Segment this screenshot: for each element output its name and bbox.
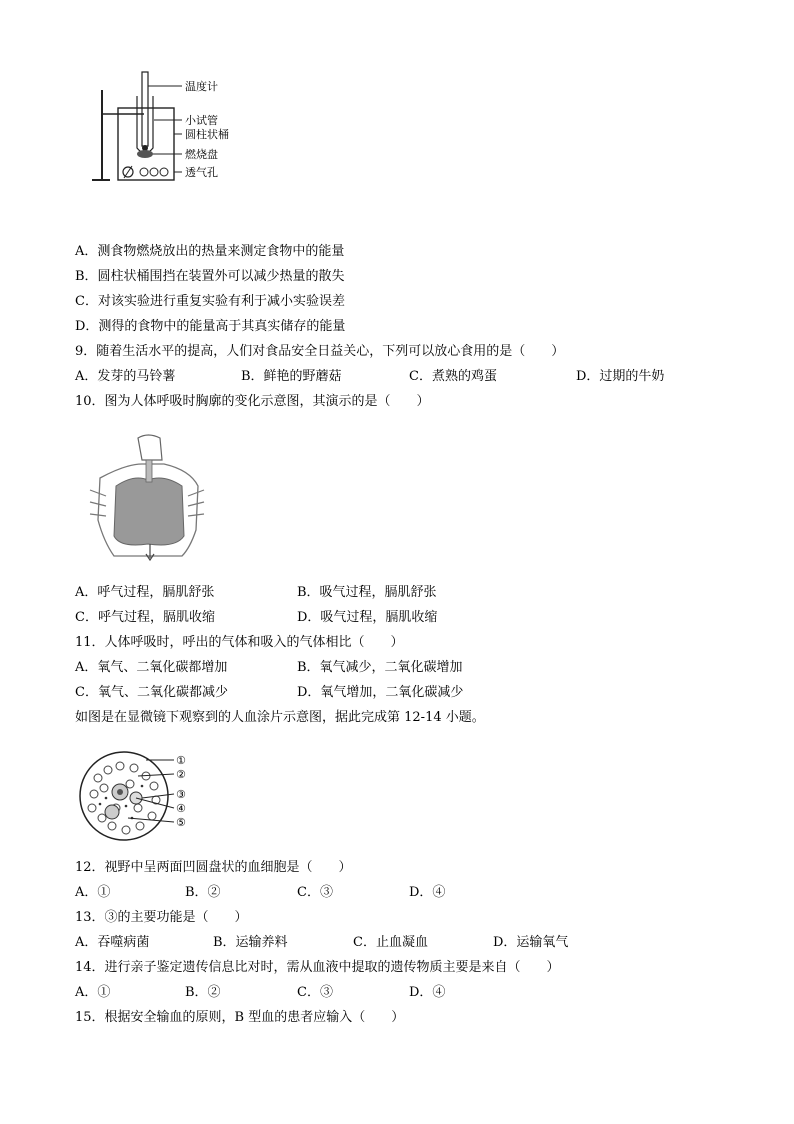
q12-option-d[interactable]: D．④ [409, 885, 446, 900]
q14-option-a[interactable]: A．① [75, 985, 111, 1000]
q9-option-a[interactable]: A．发芽的马铃薯 [75, 369, 176, 384]
q10-option-d[interactable]: D．吸气过程，膈肌收缩 [297, 610, 438, 625]
blood-label-4: ④ [176, 802, 186, 815]
q10-stem: 10．图为人体呼吸时胸廓的变化示意图，其演示的是（ ） [75, 394, 430, 409]
q12-option-a[interactable]: A．① [75, 885, 111, 900]
q10-option-c[interactable]: C．呼气过程，膈肌收缩 [75, 610, 215, 625]
q11-option-c[interactable]: C．氧气、二氧化碳都减少 [75, 685, 228, 700]
thorax-breathing-figure [86, 430, 206, 570]
q12-option-c[interactable]: C．③ [297, 885, 333, 900]
label-small-test-tube: 小试管 [185, 114, 218, 127]
label-cylinder-bucket: 圆柱状桶 [185, 128, 229, 141]
q14-option-c[interactable]: C．③ [297, 985, 333, 1000]
q11-option-b[interactable]: B．氧气减少，二氧化碳增加 [297, 660, 463, 675]
q10-option-b[interactable]: B．吸气过程，膈肌舒张 [297, 585, 437, 600]
label-thermometer: 温度计 [185, 80, 218, 93]
q13-option-d[interactable]: D．运输氧气 [493, 935, 569, 950]
label-vent-hole: 透气孔 [185, 166, 218, 179]
q14-option-b[interactable]: B．② [185, 985, 221, 1000]
q9-option-d[interactable]: D．过期的牛奶 [576, 369, 665, 384]
intro-questions-12-14: 如图是在显微镜下观察到的人血涂片示意图，据此完成第 12-14 小题。 [75, 710, 485, 725]
blood-label-3: ③ [176, 788, 186, 801]
q14-option-d[interactable]: D．④ [409, 985, 446, 1000]
q12-option-b[interactable]: B．② [185, 885, 221, 900]
q13-option-a[interactable]: A．吞噬病菌 [75, 935, 150, 950]
blood-label-1: ① [176, 754, 186, 767]
q10-option-a[interactable]: A．呼气过程，膈肌舒张 [75, 585, 215, 600]
q14-stem: 14．进行亲子鉴定遗传信息比对时，需从血液中提取的遗传物质主要是来自（ ） [75, 960, 560, 975]
q15-stem: 15．根据安全输血的原则，B 型血的患者应输入（ ） [75, 1010, 405, 1025]
q11-stem: 11．人体呼吸时，呼出的气体和吸入的气体相比（ ） [75, 635, 404, 650]
blood-smear-figure [76, 748, 206, 848]
q11-option-a[interactable]: A．氧气、二氧化碳都增加 [75, 660, 228, 675]
q13-option-c[interactable]: C．止血凝血 [353, 935, 428, 950]
q12-stem: 12．视野中呈两面凹圆盘状的血细胞是（ ） [75, 860, 352, 875]
food-energy-apparatus-figure [88, 68, 268, 198]
q11-option-d[interactable]: D．氧气增加，二氧化碳减少 [297, 685, 464, 700]
blood-label-2: ② [176, 768, 186, 781]
q13-option-b[interactable]: B．运输养料 [213, 935, 288, 950]
q13-stem: 13．③的主要功能是（ ） [75, 910, 248, 925]
q8-option-a[interactable]: A．测食物燃烧放出的热量来测定食物中的能量 [75, 244, 345, 259]
q9-option-c[interactable]: C．煮熟的鸡蛋 [409, 369, 497, 384]
q9-stem: 9．随着生活水平的提高，人们对食品安全日益关心，下列可以放心食用的是（ ） [75, 344, 565, 359]
label-burning-dish: 燃烧盘 [185, 148, 218, 161]
q8-option-d[interactable]: D．测得的食物中的能量高于其真实储存的能量 [75, 319, 346, 334]
q8-option-b[interactable]: B．圆柱状桶围挡在装置外可以减少热量的散失 [75, 269, 345, 284]
blood-label-5: ⑤ [176, 816, 186, 829]
q8-option-c[interactable]: C．对该实验进行重复实验有利于减小实验误差 [75, 294, 345, 309]
q9-option-b[interactable]: B．鲜艳的野蘑菇 [241, 369, 342, 384]
